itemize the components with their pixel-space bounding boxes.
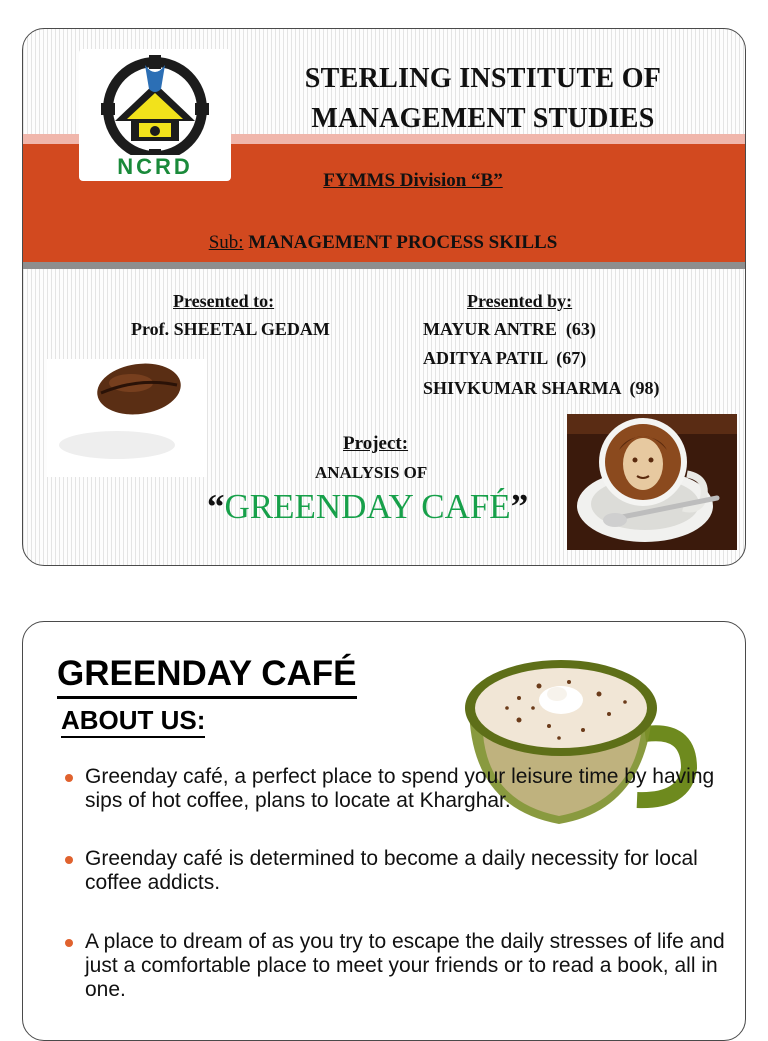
latte-art-image (567, 414, 737, 550)
about-bullet-1 (63, 765, 745, 813)
cafe-name: GREENDAY CAFÉ (224, 487, 511, 526)
bullet-text: Greenday café is determined to become a daily necessity for local coffee addicts. (85, 847, 698, 894)
institute-line-2: MANAGEMENT STUDIES (311, 103, 655, 134)
close-quote: ” (510, 487, 529, 526)
logo-text: NCRD (117, 154, 193, 179)
bullet-text: Greenday café, a perfect place to spend your leisure time by having sips of hot coffee, plans to locate at Kharghar. (85, 765, 715, 812)
professor-name: Prof. SHEETAL GEDAM (131, 319, 330, 339)
subject-line (173, 232, 593, 254)
presented-to-label: Presented to: (173, 291, 275, 311)
project-label: Project: (343, 433, 409, 454)
member-2: ADITYA PATIL (67) (423, 348, 587, 368)
open-quote: “ (207, 487, 225, 526)
subject-label: Sub: (208, 232, 244, 253)
about-us-heading: ABOUT US: (61, 704, 205, 738)
institute-name (263, 59, 703, 139)
member-3: SHIVKUMAR SHARMA (98) (423, 378, 660, 398)
bullet-text: A place to dream of as you try to escape the daily stresses of life and just a comfortable place to meet your friends or to read a book, all in one. (85, 930, 725, 1001)
division-label: FYMMS Division “B” (323, 170, 503, 191)
ncrd-logo (79, 49, 231, 181)
bullet-icon (65, 856, 73, 864)
about-bullet-2 (63, 847, 745, 895)
member-1: MAYUR ANTRE (63) (423, 319, 596, 339)
title-slide (22, 28, 746, 566)
about-bullet-3 (63, 930, 745, 1002)
slide-title: GREENDAY CAFÉ (57, 652, 357, 699)
about-slide (22, 621, 746, 1041)
coffee-bean-image (47, 359, 207, 477)
bullet-icon (65, 774, 73, 782)
subject-value: MANAGEMENT PROCESS SKILLS (248, 232, 558, 253)
header-band-shadow (23, 262, 745, 269)
bullet-icon (65, 939, 73, 947)
institute-line-1: STERLING INSTITUTE OF (304, 63, 662, 94)
cafe-name-heading (207, 487, 528, 527)
presented-by-label: Presented by: (467, 291, 573, 311)
analysis-of-label: ANALYSIS OF (315, 463, 428, 482)
